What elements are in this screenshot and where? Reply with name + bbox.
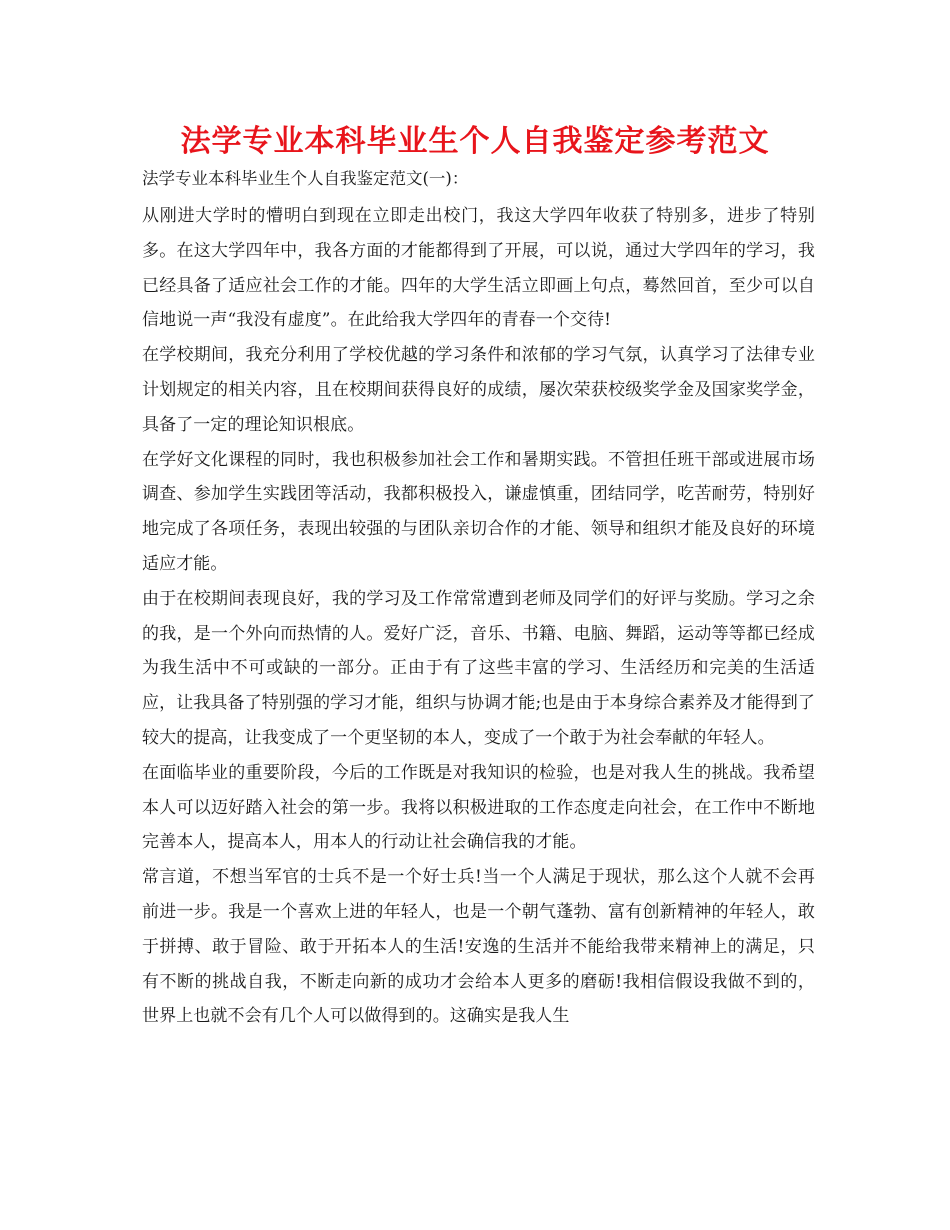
paragraph-5: 在面临毕业的重要阶段，今后的工作既是对我知识的检验，也是对我人生的挑战。我希望本人可以迈好踏入社会的第一步。我将以积极进取的工作态度走向社会，在工作中不断地完善本人，提高本人，用本人的行动让社会确信我的才能。 [142,762,815,853]
document-subtitle: 法学专业本科毕业生个人自我鉴定范文(一)： [142,169,469,188]
paragraph-3: 在学好文化课程的同时，我也积极参加社会工作和暑期实践。不管担任班干部或进展市场调查、参加学生实践团等活动，我都积极投入，谦虚慎重，团结同学，吃苦耐劳，特别好地完成了各项任务，表现出较强的与团队亲切合作的才能、领导和组织才能及良好的环境适应才能。 [142,449,815,574]
paragraph-2: 在学校期间，我充分利用了学校优越的学习条件和浓郁的学习气氛，认真学习了法律专业计划规定的相关内容，且在校期间获得良好的成绩，屡次荣获校级奖学金及国家奖学金，具备了一定的理论知识根底。 [142,345,815,435]
paragraph-6: 常言道，不想当军官的士兵不是一个好士兵!当一个人满足于现状，那么这个人就不会再前进一步。我是一个喜欢上进的年轻人，也是一个朝气蓬勃、富有创新精神的年轻人，敢于拼搏、敢于冒险、敢于开拓本人的生活!安逸的生活并不能给我带来精神上的满足，只有不断的挑战自我，不断走向新的成功才会给本人更多的磨砺!我相信假设我做不到的，世界上也就不会有几个人可以做得到的。这确实是我人生 [142,867,815,1027]
paragraph-1: 从刚进大学时的懵明白到现在立即走出校门，我这大学四年收获了特别多，进步了特别多。在这大学四年中，我各方面的才能都得到了开展，可以说，通过大学四年的学习，我已经具备了适应社会工作的才能。四年的大学生活立即画上句点，蓦然回首，至少可以自信地说一声“我没有虚度”。在此给我大学四年的青春一个交待! [142,206,815,331]
paragraph-4: 由于在校期间表现良好，我的学习及工作常常遭到老师及同学们的好评与奖励。学习之余的我，是一个外向而热情的人。爱好广泛，音乐、书籍、电脑、舞蹈，运动等等都已经成为我生活中不可或缺的一部分。正由于有了这些丰富的学习、生活经历和完美的生活适应，让我具备了特别强的学习才能，组织与协调才能;也是由于本身综合素养及才能得到了较大的提高，让我变成了一个更坚韧的本人，变成了一个敢于为社会奉献的年轻人。 [142,588,815,748]
document-body [142,199,815,1034]
document-title: 法学专业本科毕业生个人自我鉴定参考范文 [180,124,770,159]
